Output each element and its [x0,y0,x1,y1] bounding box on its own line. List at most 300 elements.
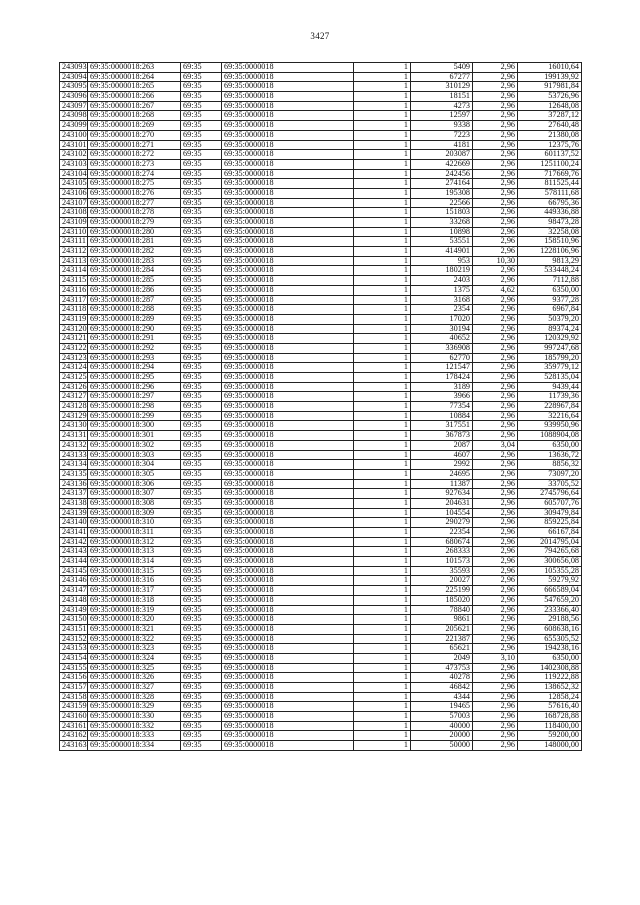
group-cell: 1 [354,566,411,576]
cadastral-district-cell: 69:35 [181,295,222,305]
row-number-cell: 243120 [60,324,88,334]
value-cell: 228967,84 [518,402,582,412]
cadastral-number-cell: 69:35:0000018:264 [88,72,181,82]
table-row [60,343,582,353]
row-number-cell: 243151 [60,624,88,634]
value-cell: 6350,00 [518,440,582,450]
group-cell: 1 [354,469,411,479]
cadastral-block-cell: 69:35:0000018 [222,237,354,247]
table-row [60,653,582,663]
table-row [60,256,582,266]
cadastral-block-cell: 69:35:0000018 [222,188,354,198]
table-row [60,72,582,82]
row-number-cell: 243163 [60,741,88,751]
cadastral-district-cell: 69:35 [181,741,222,751]
cadastral-number-cell: 69:35:0000018:312 [88,537,181,547]
group-cell: 1 [354,634,411,644]
value-cell: 12858,24 [518,692,582,702]
group-cell: 1 [354,63,411,73]
group-cell: 1 [354,276,411,286]
group-cell: 1 [354,159,411,169]
value-cell: 917981,84 [518,82,582,92]
group-cell: 1 [354,198,411,208]
area-cell: 204631 [411,498,473,508]
cadastral-district-cell: 69:35 [181,334,222,344]
cadastral-district-cell: 69:35 [181,440,222,450]
value-cell: 66167,84 [518,528,582,538]
cadastral-number-cell: 69:35:0000018:330 [88,712,181,722]
group-cell: 1 [354,373,411,383]
group-cell: 1 [354,266,411,276]
table-row [60,285,582,295]
group-cell: 1 [354,92,411,102]
table-row [60,566,582,576]
rate-cell: 2,96 [473,518,518,528]
cadastral-district-cell: 69:35 [181,518,222,528]
rate-cell: 2,96 [473,702,518,712]
row-number-cell: 243115 [60,276,88,286]
cadastral-district-cell: 69:35 [181,692,222,702]
value-cell: 98473,28 [518,218,582,228]
rate-cell: 2,96 [473,498,518,508]
table-row [60,634,582,644]
rate-cell: 2,96 [473,489,518,499]
cadastral-district-cell: 69:35 [181,624,222,634]
group-cell: 1 [354,353,411,363]
area-cell: 4181 [411,140,473,150]
area-cell: 927634 [411,489,473,499]
area-cell: 3189 [411,382,473,392]
group-cell: 1 [354,547,411,557]
cadastral-number-cell: 69:35:0000018:272 [88,150,181,160]
cadastral-district-cell: 69:35 [181,169,222,179]
cadastral-block-cell: 69:35:0000018 [222,421,354,431]
cadastral-number-cell: 69:35:0000018:291 [88,334,181,344]
cadastral-block-cell: 69:35:0000018 [222,82,354,92]
row-number-cell: 243136 [60,479,88,489]
row-number-cell: 243096 [60,92,88,102]
cadastral-district-cell: 69:35 [181,256,222,266]
row-number-cell: 243114 [60,266,88,276]
rate-cell: 2,96 [473,624,518,634]
row-number-cell: 243137 [60,489,88,499]
table-row [60,130,582,140]
group-cell: 1 [354,683,411,693]
rate-cell: 2,96 [473,373,518,383]
group-cell: 1 [354,111,411,121]
cadastral-block-cell: 69:35:0000018 [222,208,354,218]
cadastral-district-cell: 69:35 [181,198,222,208]
row-number-cell: 243119 [60,314,88,324]
table-row [60,92,582,102]
cadastral-number-cell: 69:35:0000018:269 [88,121,181,131]
cadastral-number-cell: 69:35:0000018:329 [88,702,181,712]
table-row [60,460,582,470]
area-cell: 22566 [411,198,473,208]
row-number-cell: 243113 [60,256,88,266]
group-cell: 1 [354,256,411,266]
area-cell: 268333 [411,547,473,557]
cadastral-district-cell: 69:35 [181,150,222,160]
rate-cell: 2,96 [473,469,518,479]
cadastral-number-cell: 69:35:0000018:292 [88,343,181,353]
area-cell: 77354 [411,402,473,412]
table-row [60,469,582,479]
cadastral-district-cell: 69:35 [181,247,222,257]
rate-cell: 2,96 [473,324,518,334]
rate-cell: 2,96 [473,382,518,392]
value-cell: 158510,96 [518,237,582,247]
area-cell: 4344 [411,692,473,702]
area-cell: 414901 [411,247,473,257]
group-cell: 1 [354,615,411,625]
group-cell: 1 [354,595,411,605]
area-cell: 10898 [411,227,473,237]
cadastral-block-cell: 69:35:0000018 [222,72,354,82]
value-cell: 6350,00 [518,285,582,295]
rate-cell: 2,96 [473,634,518,644]
value-cell: 2014795,04 [518,537,582,547]
cadastral-district-cell: 69:35 [181,72,222,82]
area-cell: 40278 [411,673,473,683]
row-number-cell: 243112 [60,247,88,257]
row-number-cell: 243127 [60,392,88,402]
cadastral-block-cell: 69:35:0000018 [222,615,354,625]
table-row [60,450,582,460]
group-cell: 1 [354,402,411,412]
cadastral-number-cell: 69:35:0000018:287 [88,295,181,305]
group-cell: 1 [354,653,411,663]
cadastral-district-cell: 69:35 [181,528,222,538]
area-cell: 221387 [411,634,473,644]
row-number-cell: 243107 [60,198,88,208]
group-cell: 1 [354,557,411,567]
value-cell: 605707,76 [518,498,582,508]
area-cell: 5409 [411,63,473,73]
cadastral-district-cell: 69:35 [181,353,222,363]
cadastral-district-cell: 69:35 [181,537,222,547]
group-cell: 1 [354,130,411,140]
area-cell: 2992 [411,460,473,470]
rate-cell: 2,96 [473,528,518,538]
cadastral-district-cell: 69:35 [181,547,222,557]
cadastral-district-cell: 69:35 [181,227,222,237]
table-row [60,169,582,179]
cadastral-district-cell: 69:35 [181,285,222,295]
cadastral-block-cell: 69:35:0000018 [222,683,354,693]
area-cell: 151803 [411,208,473,218]
cadastral-block-cell: 69:35:0000018 [222,101,354,111]
area-cell: 40652 [411,334,473,344]
cadastral-block-cell: 69:35:0000018 [222,450,354,460]
value-cell: 9813,29 [518,256,582,266]
value-cell: 32216,64 [518,411,582,421]
cadastral-district-cell: 69:35 [181,63,222,73]
rate-cell: 2,96 [473,63,518,73]
area-cell: 205621 [411,624,473,634]
value-cell: 528135,04 [518,373,582,383]
rate-cell: 2,96 [473,140,518,150]
area-cell: 178424 [411,373,473,383]
rate-cell: 2,96 [473,188,518,198]
table-row [60,266,582,276]
rate-cell: 2,96 [473,479,518,489]
cadastral-number-cell: 69:35:0000018:322 [88,634,181,644]
group-cell: 1 [354,392,411,402]
value-cell: 50379,20 [518,314,582,324]
row-number-cell: 243130 [60,421,88,431]
cadastral-block-cell: 69:35:0000018 [222,653,354,663]
value-cell: 939950,96 [518,421,582,431]
cadastral-district-cell: 69:35 [181,305,222,315]
row-number-cell: 243111 [60,237,88,247]
table-row [60,276,582,286]
cadastral-block-cell: 69:35:0000018 [222,566,354,576]
row-number-cell: 243161 [60,721,88,731]
cadastral-block-cell: 69:35:0000018 [222,508,354,518]
cadastral-district-cell: 69:35 [181,634,222,644]
cadastral-district-cell: 69:35 [181,188,222,198]
cadastral-number-cell: 69:35:0000018:278 [88,208,181,218]
rate-cell: 2,96 [473,605,518,615]
group-cell: 1 [354,179,411,189]
area-cell: 3966 [411,392,473,402]
group-cell: 1 [354,247,411,257]
rate-cell: 2,96 [473,411,518,421]
cadastral-number-cell: 69:35:0000018:321 [88,624,181,634]
row-number-cell: 243146 [60,576,88,586]
value-cell: 9439,44 [518,382,582,392]
table-row [60,382,582,392]
rate-cell: 2,96 [473,615,518,625]
cadastral-block-cell: 69:35:0000018 [222,111,354,121]
value-cell: 666589,04 [518,586,582,596]
cadastral-block-cell: 69:35:0000018 [222,295,354,305]
group-cell: 1 [354,140,411,150]
value-cell: 59279,92 [518,576,582,586]
cadastral-block-cell: 69:35:0000018 [222,402,354,412]
cadastral-number-cell: 69:35:0000018:293 [88,353,181,363]
row-number-cell: 243148 [60,595,88,605]
row-number-cell: 243154 [60,653,88,663]
cadastral-district-cell: 69:35 [181,82,222,92]
cadastral-number-cell: 69:35:0000018:296 [88,382,181,392]
area-cell: 9861 [411,615,473,625]
cadastral-block-cell: 69:35:0000018 [222,663,354,673]
area-cell: 50000 [411,741,473,751]
cadastral-district-cell: 69:35 [181,101,222,111]
value-cell: 105355,28 [518,566,582,576]
rate-cell: 2,96 [473,431,518,441]
cadastral-number-cell: 69:35:0000018:275 [88,179,181,189]
table-row [60,595,582,605]
cadastral-district-cell: 69:35 [181,373,222,383]
table-row [60,411,582,421]
cadastral-number-cell: 69:35:0000018:289 [88,314,181,324]
cadastral-block-cell: 69:35:0000018 [222,63,354,73]
cadastral-number-cell: 69:35:0000018:307 [88,489,181,499]
area-cell: 2087 [411,440,473,450]
cadastral-block-cell: 69:35:0000018 [222,227,354,237]
rate-cell: 2,96 [473,557,518,567]
cadastral-block-cell: 69:35:0000018 [222,721,354,731]
rate-cell: 2,96 [473,547,518,557]
table-row [60,576,582,586]
table-row [60,741,582,751]
area-cell: 4607 [411,450,473,460]
area-cell: 104554 [411,508,473,518]
cadastral-district-cell: 69:35 [181,431,222,441]
row-number-cell: 243132 [60,440,88,450]
cadastral-district-cell: 69:35 [181,382,222,392]
rate-cell: 2,96 [473,314,518,324]
area-cell: 473753 [411,663,473,673]
value-cell: 655305,52 [518,634,582,644]
rate-cell: 2,96 [473,179,518,189]
rate-cell: 2,96 [473,586,518,596]
value-cell: 859225,84 [518,518,582,528]
table-row [60,479,582,489]
area-cell: 20027 [411,576,473,586]
rate-cell: 2,96 [473,305,518,315]
row-number-cell: 243141 [60,528,88,538]
area-cell: 33268 [411,218,473,228]
area-cell: 185020 [411,595,473,605]
value-cell: 148000,00 [518,741,582,751]
cadastral-block-cell: 69:35:0000018 [222,218,354,228]
table-row [60,431,582,441]
row-number-cell: 243129 [60,411,88,421]
cadastral-block-cell: 69:35:0000018 [222,314,354,324]
area-cell: 17020 [411,314,473,324]
rate-cell: 2,96 [473,159,518,169]
cadastral-district-cell: 69:35 [181,498,222,508]
cadastral-block-cell: 69:35:0000018 [222,528,354,538]
cadastral-block-cell: 69:35:0000018 [222,256,354,266]
group-cell: 1 [354,673,411,683]
value-cell: 811525,44 [518,179,582,189]
cadastral-number-cell: 69:35:0000018:317 [88,586,181,596]
cadastral-number-cell: 69:35:0000018:328 [88,692,181,702]
group-cell: 1 [354,721,411,731]
cadastral-number-cell: 69:35:0000018:309 [88,508,181,518]
area-cell: 680674 [411,537,473,547]
rate-cell: 2,96 [473,111,518,121]
cadastral-block-cell: 69:35:0000018 [222,343,354,353]
table-row [60,314,582,324]
table-row [60,663,582,673]
table-row [60,101,582,111]
cadastral-number-cell: 69:35:0000018:315 [88,566,181,576]
group-cell: 1 [354,343,411,353]
rate-cell: 2,96 [473,421,518,431]
group-cell: 1 [354,295,411,305]
value-cell: 12648,08 [518,101,582,111]
rate-cell: 4,62 [473,285,518,295]
area-cell: 225199 [411,586,473,596]
area-cell: 78840 [411,605,473,615]
area-cell: 203087 [411,150,473,160]
cadastral-district-cell: 69:35 [181,392,222,402]
cadastral-block-cell: 69:35:0000018 [222,130,354,140]
group-cell: 1 [354,121,411,131]
cadastral-district-cell: 69:35 [181,276,222,286]
row-number-cell: 243093 [60,63,88,73]
row-number-cell: 243122 [60,343,88,353]
cadastral-number-cell: 69:35:0000018:306 [88,479,181,489]
cadastral-block-cell: 69:35:0000018 [222,121,354,131]
value-cell: 547659,20 [518,595,582,605]
cadastral-district-cell: 69:35 [181,411,222,421]
row-number-cell: 243144 [60,557,88,567]
value-cell: 12375,76 [518,140,582,150]
group-cell: 1 [354,644,411,654]
cadastral-district-cell: 69:35 [181,731,222,741]
area-cell: 290279 [411,518,473,528]
group-cell: 1 [354,440,411,450]
cadastral-block-cell: 69:35:0000018 [222,673,354,683]
table-row [60,615,582,625]
cadastral-district-cell: 69:35 [181,208,222,218]
cadastral-district-cell: 69:35 [181,683,222,693]
row-number-cell: 243110 [60,227,88,237]
value-cell: 29188,56 [518,615,582,625]
cadastral-district-cell: 69:35 [181,469,222,479]
table-row [60,150,582,160]
value-cell: 27640,48 [518,121,582,131]
cadastral-block-cell: 69:35:0000018 [222,595,354,605]
cadastral-number-cell: 69:35:0000018:288 [88,305,181,315]
cadastral-number-cell: 69:35:0000018:300 [88,421,181,431]
group-cell: 1 [354,208,411,218]
cadastral-number-cell: 69:35:0000018:283 [88,256,181,266]
row-number-cell: 243156 [60,673,88,683]
cadastral-number-cell: 69:35:0000018:299 [88,411,181,421]
group-cell: 1 [354,460,411,470]
cadastral-block-cell: 69:35:0000018 [222,498,354,508]
cadastral-block-cell: 69:35:0000018 [222,479,354,489]
value-cell: 233366,40 [518,605,582,615]
cadastral-district-cell: 69:35 [181,479,222,489]
row-number-cell: 243105 [60,179,88,189]
group-cell: 1 [354,479,411,489]
cadastral-number-cell: 69:35:0000018:280 [88,227,181,237]
cadastral-number-cell: 69:35:0000018:333 [88,731,181,741]
rate-cell: 2,96 [473,363,518,373]
group-cell: 1 [354,150,411,160]
cadastral-number-cell: 69:35:0000018:290 [88,324,181,334]
value-cell: 89374,24 [518,324,582,334]
rate-cell: 2,96 [473,566,518,576]
area-cell: 121547 [411,363,473,373]
row-number-cell: 243121 [60,334,88,344]
row-number-cell: 243157 [60,683,88,693]
area-cell: 40000 [411,721,473,731]
table-row [60,518,582,528]
row-number-cell: 243099 [60,121,88,131]
cadastral-number-cell: 69:35:0000018:266 [88,92,181,102]
area-cell: 9338 [411,121,473,131]
table-row [60,537,582,547]
rate-cell: 2,96 [473,101,518,111]
group-cell: 1 [354,169,411,179]
rate-cell: 2,96 [473,169,518,179]
row-number-cell: 243126 [60,382,88,392]
group-cell: 1 [354,82,411,92]
row-number-cell: 243094 [60,72,88,82]
value-cell: 118400,00 [518,721,582,731]
cadastral-district-cell: 69:35 [181,508,222,518]
